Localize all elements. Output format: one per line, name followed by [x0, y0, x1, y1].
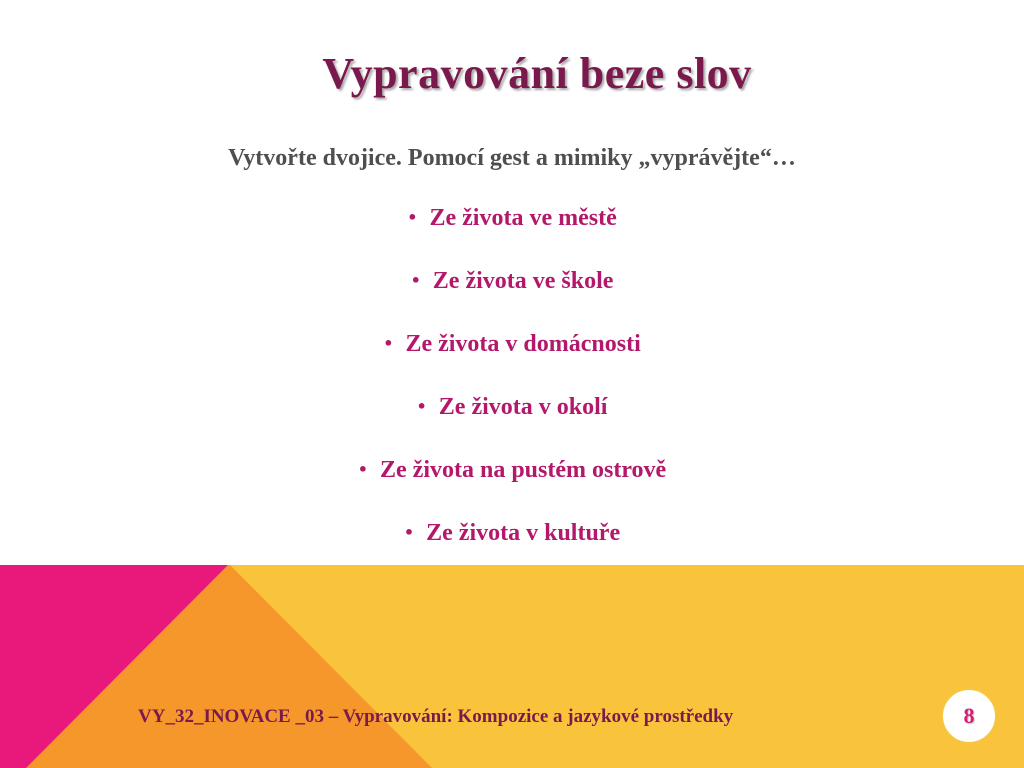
list-item — [0, 389, 1024, 452]
bullet-icon: • — [383, 334, 394, 353]
list-item — [0, 200, 1024, 263]
slide-intro: Vytvořte dvojice. Pomocí gest a mimiky „vyprávějte“… — [228, 145, 796, 171]
list-item-label: Ze života v okolí — [438, 394, 608, 420]
topic-list — [0, 200, 1024, 578]
bullet-icon: • — [416, 397, 427, 416]
list-item-label: Ze života ve škole — [432, 268, 614, 294]
bullet-icon: • — [407, 208, 418, 227]
list-item — [0, 515, 1024, 578]
list-item-label: Ze života v kultuře — [426, 520, 621, 546]
footer-text: VY_32_INOVACE _03 – Vypravování: Kompozice a jazykové prostředky — [138, 706, 734, 727]
list-item-label: Ze života na pustém ostrově — [380, 457, 667, 483]
slide-title: Vypravování beze slov — [322, 49, 752, 98]
page-number: 8 — [963, 703, 975, 728]
list-item-label: Ze života ve městě — [429, 205, 617, 231]
bullet-icon: • — [403, 523, 415, 542]
bullet-icon: • — [357, 460, 369, 479]
list-item-label: Ze života v domácnosti — [405, 331, 641, 357]
list-item — [0, 326, 1024, 389]
list-item — [0, 452, 1024, 515]
page-number-badge — [941, 688, 997, 744]
bullet-icon: • — [410, 271, 421, 290]
list-item — [0, 263, 1024, 326]
